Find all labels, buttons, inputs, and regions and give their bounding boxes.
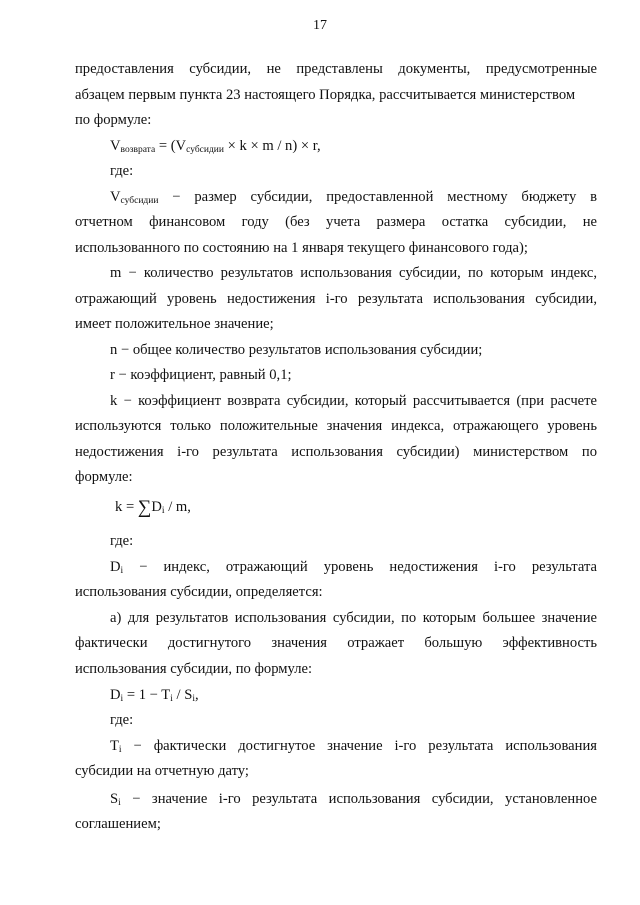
- text-line: недостижения i-го результата использования субсидии) министерством по: [75, 444, 597, 460]
- text-line: k − коэффициент возврата субсидии, который рассчитывается (при расчете: [110, 393, 597, 409]
- text-line: где:: [110, 712, 134, 728]
- text-line: формуле:: [75, 469, 133, 485]
- text-line: абзацем первым пункта 23 настоящего Порядка, рассчитывается министерством: [75, 87, 576, 103]
- page-number: 17: [313, 18, 327, 33]
- formula-d: $D_i = 1 - T_i / S_i$,: [110, 687, 199, 704]
- text-line: n − общее количество результатов использования субсидии;: [110, 342, 483, 358]
- text-line: отражающий уровень недостижения i-го результата использования субсидии,: [75, 291, 597, 307]
- text-line: использования субсидии, определяется:: [75, 584, 323, 600]
- text-line: m − количество результатов использования субсидии, по которым индекс,: [110, 265, 597, 281]
- formula-k: $k = \sum D_i / m$,: [115, 497, 191, 518]
- definition-line: $D_i$ − индекс, отражающий уровень недостижения i-го результата: [110, 559, 597, 576]
- text-line: субсидии на отчетную дату;: [75, 763, 249, 779]
- text-line: имеет положительное значение;: [75, 316, 274, 332]
- text-line: предоставления субсидии, не представлены документы, предусмотренные: [75, 61, 597, 77]
- definition-line: $V_{субсидии}$ − размер субсидии, предоставленной местному бюджету в: [110, 189, 597, 206]
- formula-v-return: $V_{возврата} = (V_{субсидии} \times k \times m / n) \times r$,: [110, 138, 321, 155]
- text-line: использованного по состоянию на 1 января текущего финансового года);: [75, 240, 528, 256]
- definition-line: $S_i$ − значение i-го результата использования субсидии, установленное: [110, 791, 597, 808]
- text-line: используются только положительные значения индекса, отражающего уровень: [75, 418, 597, 434]
- text-line: где:: [110, 533, 134, 549]
- text-line: использования субсидии, по формуле:: [75, 661, 313, 677]
- text-line: фактически достигнутого значения отражает большую эффективность: [75, 635, 597, 651]
- text-line: отчетном финансовом году (без учета размера остатка субсидии, не: [75, 214, 597, 230]
- definition-line: $T_i$ − фактически достигнутое значение i-го результата использования: [110, 738, 597, 755]
- text-line: а) для результатов использования субсидии, по которым большее значение: [110, 610, 597, 626]
- text-line: где:: [110, 163, 134, 179]
- text-line: по формуле:: [75, 112, 152, 128]
- text-line: r − коэффициент, равный 0,1;: [110, 367, 292, 383]
- text-line: соглашением;: [75, 816, 161, 832]
